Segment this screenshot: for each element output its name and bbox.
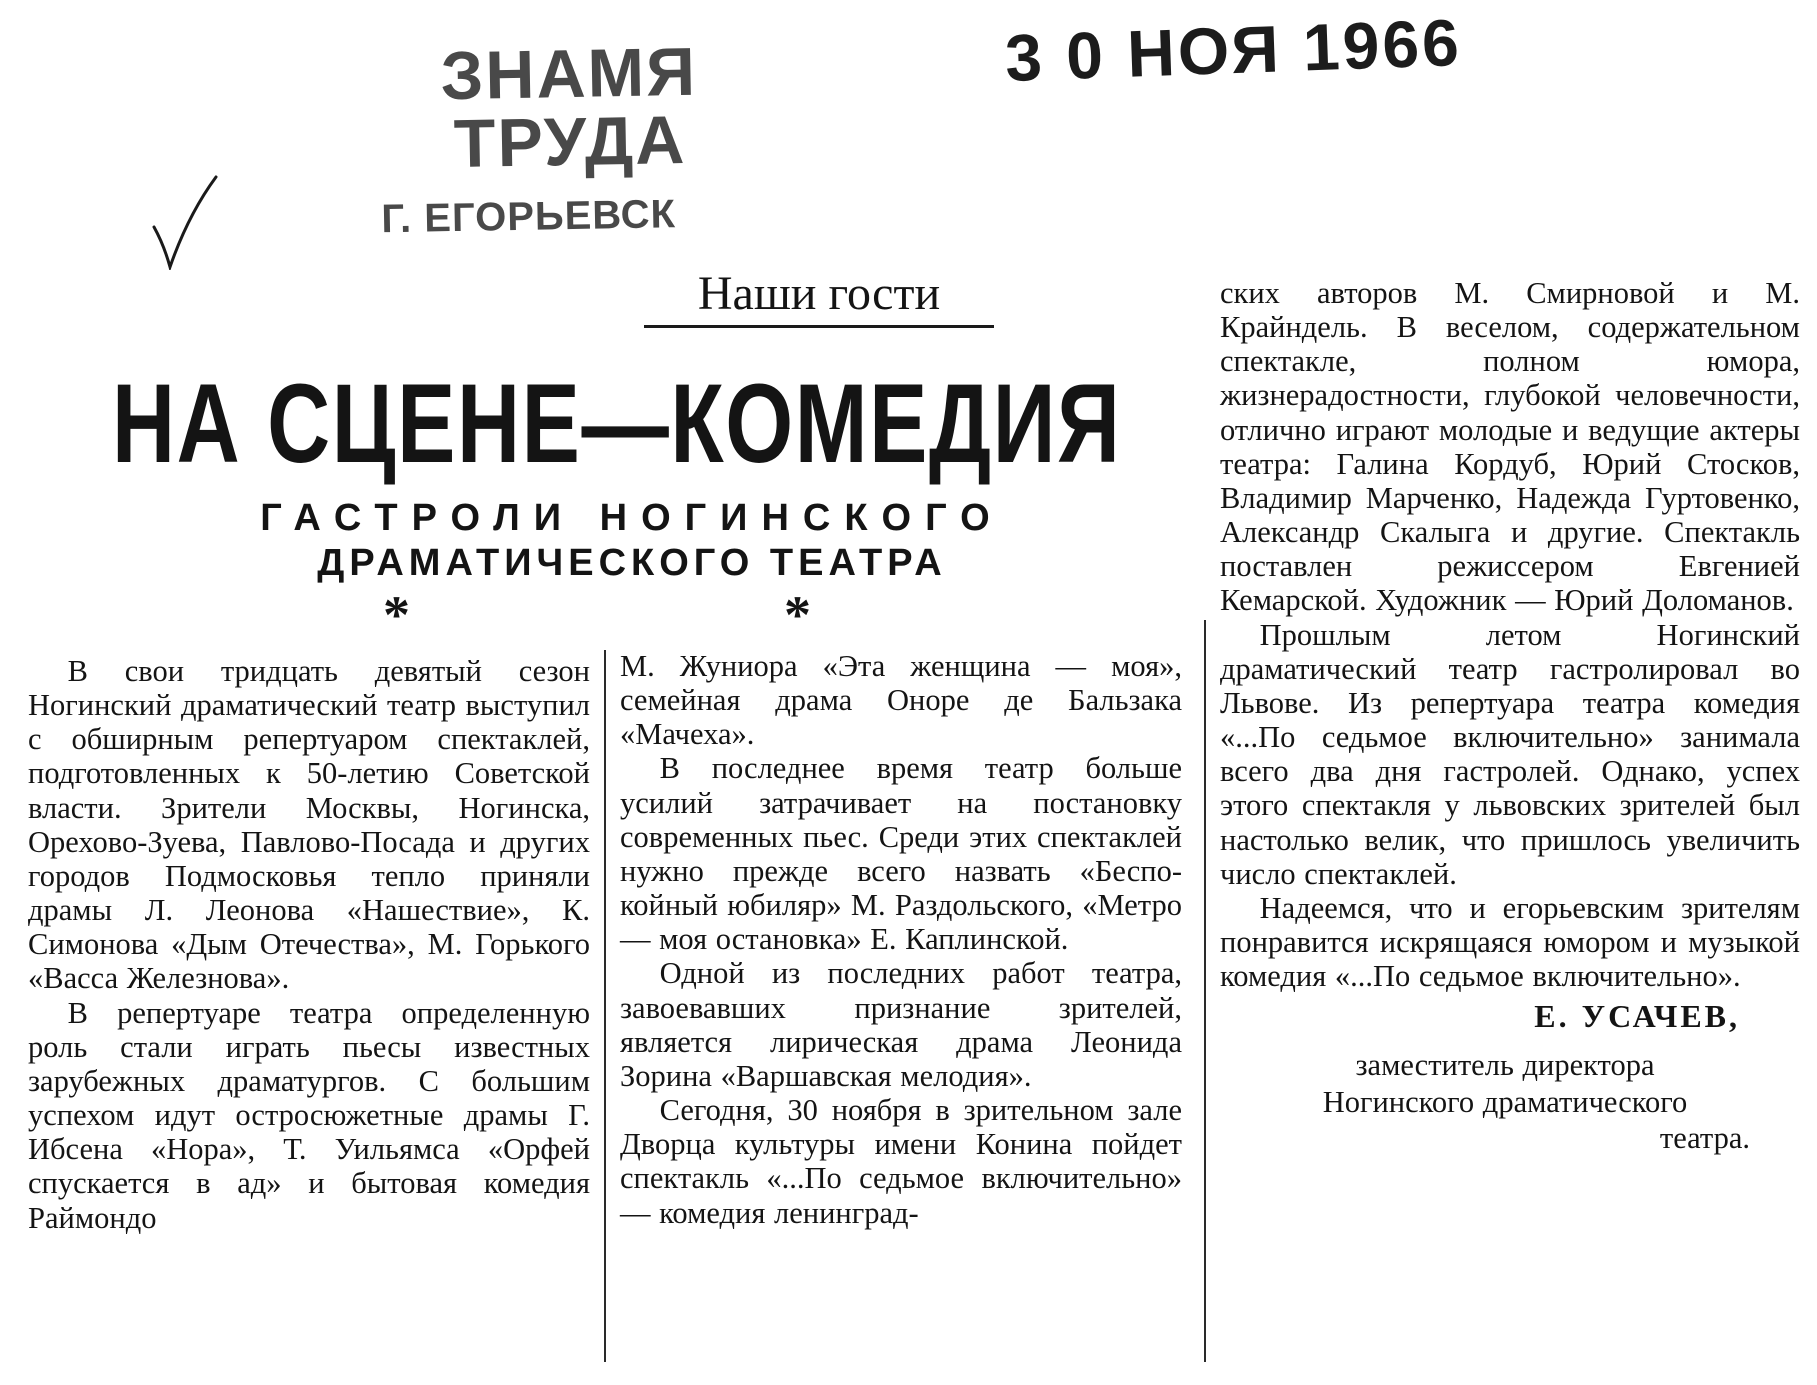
paragraph: Прошлым летом Ногинский драматический театр гастролировал во Львове. Из репертуара театра комедия «...По седьмое включительно» занимала всего два дня гастролей. Однако, успех этого спектакля у львовских зрителей был настолько велик, что пришлось увеличить число спектаклей. bbox=[1220, 617, 1800, 891]
author-title-line-3: театра. bbox=[1659, 1121, 1750, 1156]
asterisk-divider-right: * bbox=[784, 585, 811, 645]
stamp-city: Г. ЕГОРЬЕВСК bbox=[381, 192, 677, 242]
newspaper-stamp bbox=[338, 33, 801, 242]
asterisk-divider-left: * bbox=[383, 585, 410, 645]
author-title-line-1: заместитель директора bbox=[1355, 1048, 1655, 1083]
paragraph: Сегодня, 30 ноября в зрительном зале Дворца культуры имени Конина пойдет спектакль «...По седьмое включительно» — комедия ленинград- bbox=[620, 1093, 1182, 1230]
article-headline: НА СЦЕНЕ—КОМЕДИЯ bbox=[112, 361, 1122, 486]
article-column-1 bbox=[28, 654, 590, 1235]
paragraph: ских авторов М. Смирновой и М. Крайндель. В веселом, содержательном спектакле, полном юмора, жизнерадостности, глубокой человечности, отлично играют молодые и ведущие актеры театра: Галина Кордуб, Юрий Стосков, Владимир Марченко, Надежда Гуртовенко, Александр Скалыга и другие. Спектакль поставлен режиссером Евгенией Кемарской. Художник — Юрий Доломанов. bbox=[1220, 276, 1800, 618]
author-title-line-2: Ногинского драматического bbox=[1322, 1084, 1688, 1119]
paragraph: Надеемся, что и егорьевским зрителям понравится искрящаяся юмором и музыкой комедия «...По седьмое включительно». bbox=[1220, 890, 1800, 994]
article-column-2 bbox=[620, 649, 1182, 1230]
column-rule-1 bbox=[604, 650, 606, 1362]
article-rubric: Наши гости bbox=[644, 268, 994, 328]
author-name: Е. УСАЧЕВ, bbox=[1534, 998, 1740, 1035]
article-column-3 bbox=[1220, 276, 1800, 1157]
subheadline-line-1: ГАСТРОЛИ НОГИНСКОГО bbox=[260, 497, 1004, 539]
column-rule-2 bbox=[1204, 620, 1206, 1362]
checkmark-icon bbox=[150, 175, 220, 270]
paragraph: Одной из последних работ театра, завоевавших признание зрителей, является лирическая драма Леонида Зорина «Варшавская мелодия». bbox=[620, 956, 1182, 1093]
date-stamp: 3 0 НОЯ 1966 bbox=[1003, 5, 1463, 95]
author-title bbox=[1220, 1047, 1800, 1157]
paragraph: М. Жуниора «Эта женщина — моя», семейная драма Оноре де Бальзака «Мачеха». bbox=[620, 649, 1182, 752]
subheadline-line-2: ДРАМАТИЧЕСКОГО ТЕАТРА bbox=[317, 541, 947, 584]
paragraph: В последнее время театр больше усилий затрачивает на постановку современных пьес. Среди этих спектаклей нужно прежде всего назвать «Беспокойный юбиляр» М. Раздольского, «Метро — моя остановка» Е. Каплинской. bbox=[620, 751, 1182, 957]
article-subheadline bbox=[212, 496, 1052, 586]
paragraph: В репертуаре театра определенную роль стали играть пьесы известных зарубежных драматургов. С большим успехом идут остросюжетные драмы Г. Ибсена «Нора», Т. Уильямса «Орфей спускается в ад» и бытовая комедия Раймондо bbox=[28, 995, 590, 1235]
paragraph: В свои тридцать девятый сезон Ногинский драматический театр выступил с обширным репертуаром спектаклей, подготовленных к 50-летию Советской власти. Зрители Москвы, Ногинска, Орехово-Зуева, Павлово-Посада и других городов Подмосковья тепло приняли драмы Л. Леонова «Нашествие», К. Симонова «Дым Отечества», М. Горького «Васса Железнова». bbox=[28, 654, 590, 996]
stamp-newspaper-name: ЗНАМЯ ТРУДА bbox=[440, 33, 698, 183]
